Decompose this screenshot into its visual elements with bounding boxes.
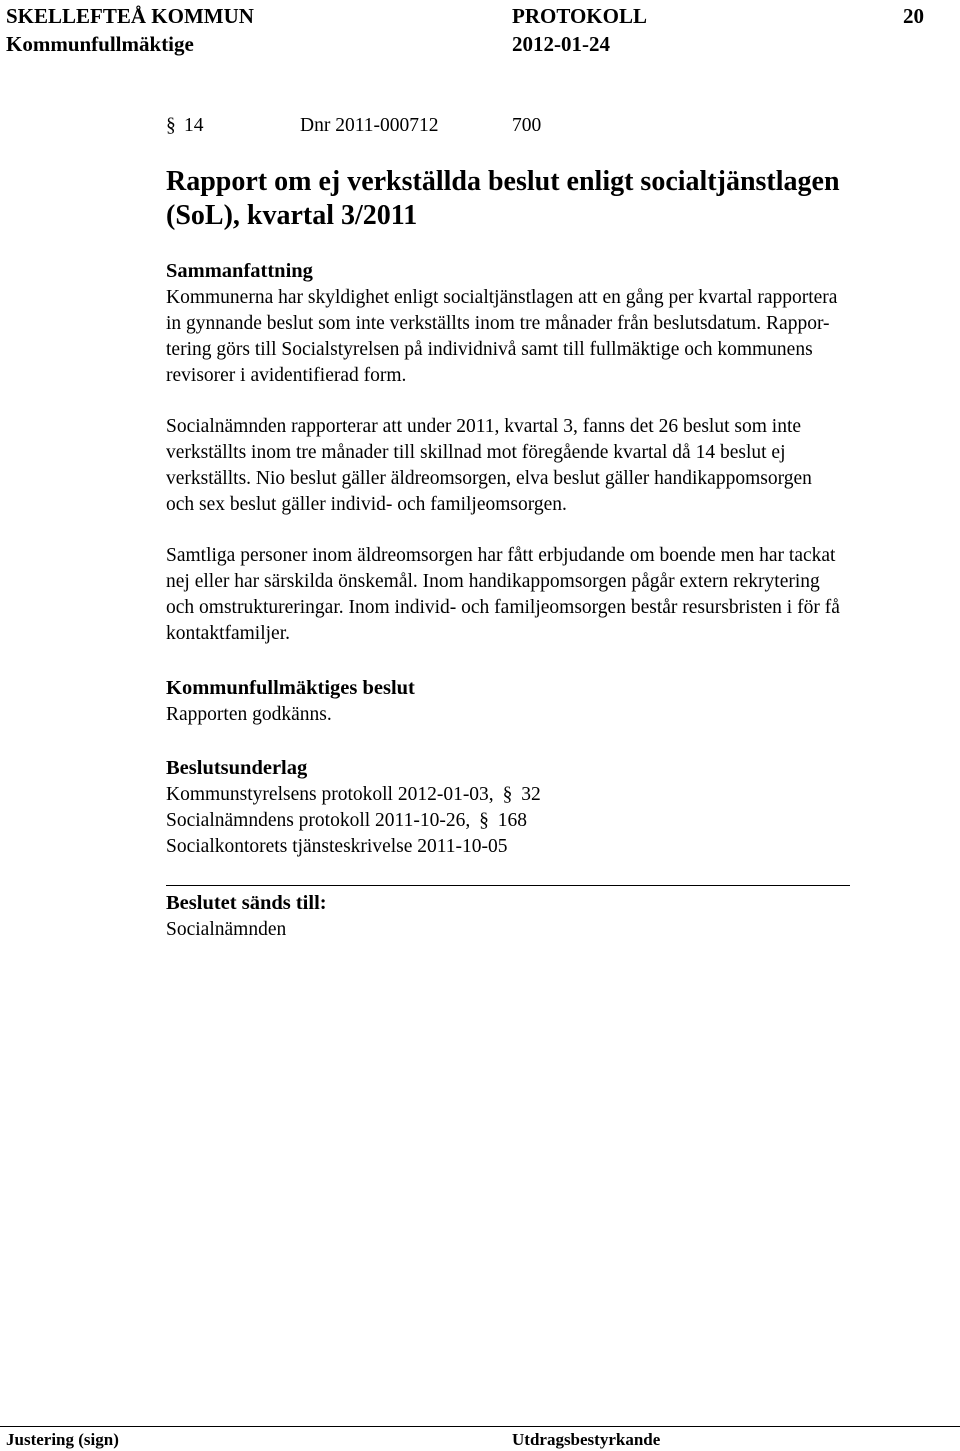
basis-item-text: Socialkontorets tjänsteskrivelse 2011-10-05 — [166, 836, 508, 857]
basis-item — [166, 834, 508, 860]
basis-item — [166, 782, 541, 808]
basis-item-number: 168 — [497, 810, 527, 831]
summary-heading: Sammanfattning — [166, 260, 313, 282]
section-sign: § — [502, 784, 513, 805]
header-doc-type: PROTOKOLL — [512, 4, 647, 28]
header-page-number: 20 — [903, 4, 924, 28]
summary-p2-line: och sex beslut gäller individ- och familjeomsorgen. — [166, 494, 567, 515]
section-sign: § — [166, 115, 176, 136]
basis-item — [166, 808, 527, 834]
header-body: Kommunfullmäktige — [6, 32, 194, 56]
summary-p1-line: Kommunerna har skyldighet enligt socialtjänstlagen att en gång per kvartal rapportera — [166, 287, 838, 308]
summary-p1-line: revisorer i avidentifierad form. — [166, 365, 407, 386]
summary-p3-line: nej eller har särskilda önskemål. Inom handikappomsorgen pågår extern rekrytering — [166, 571, 820, 592]
decision-heading: Kommunfullmäktiges beslut — [166, 677, 415, 699]
page-title-line-2: (SoL), kvartal 3/2011 — [166, 200, 418, 231]
summary-p1-line: tering görs till Socialstyrelsen på individnivå samt till fullmäktige och kommunens — [166, 339, 813, 360]
paragraph-number: 14 — [184, 115, 204, 136]
diary-number: Dnr 2011-000712 — [300, 115, 439, 136]
section-sign: § — [479, 810, 489, 831]
summary-p1-line: in gynnande beslut som inte verkställts inom tre månader från beslutsdatum. Rappor- — [166, 313, 830, 334]
summary-p2-line: verkställts. Nio beslut gäller äldreomsorgen, elva beslut gäller handikappomsorgen — [166, 468, 812, 489]
footer-utdragsbestyrkande: Utdragsbestyrkande — [512, 1430, 661, 1449]
basis-heading: Beslutsunderlag — [166, 757, 308, 779]
footer-justering: Justering (sign) — [6, 1430, 119, 1449]
divider — [166, 885, 850, 886]
basis-item-number: 32 — [521, 784, 541, 805]
paragraph-code: 700 — [512, 115, 542, 136]
basis-item-text: Kommunstyrelsens protokoll 2012-01-03, — [166, 784, 494, 805]
summary-p3-line: Samtliga personer inom äldreomsorgen har fått erbjudande om boende men har tackat — [166, 545, 836, 566]
summary-p2-line: verkställts inom tre månader till skillnad mot föregående kvartal då 14 beslut ej — [166, 442, 786, 463]
sent-to-heading: Beslutet sänds till: — [166, 892, 327, 914]
footer-rule — [0, 1426, 960, 1427]
decision-text: Rapporten godkänns. — [166, 704, 332, 725]
header-org: SKELLEFTEÅ KOMMUN — [6, 4, 254, 28]
summary-p2-line: Socialnämnden rapporterar att under 2011, kvartal 3, fanns det 26 beslut som inte — [166, 416, 802, 437]
summary-p3-line: och omstruktureringar. Inom individ- och familjeomsorgen består resursbristen i för få — [166, 597, 840, 618]
basis-item-text: Socialnämndens protokoll 2011-10-26, — [166, 810, 471, 831]
sent-to-recipient: Socialnämnden — [166, 919, 287, 940]
header-date: 2012-01-24 — [512, 32, 610, 56]
summary-p3-line: kontaktfamiljer. — [166, 623, 291, 644]
page-title-line-1: Rapport om ej verkställda beslut enligt socialtjänstlagen — [166, 166, 840, 197]
